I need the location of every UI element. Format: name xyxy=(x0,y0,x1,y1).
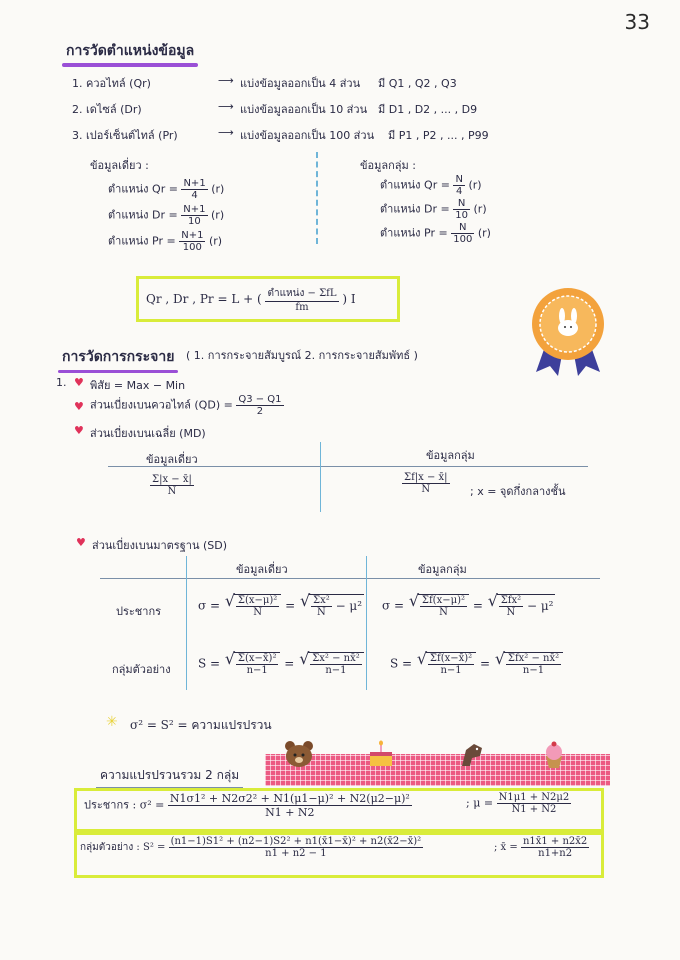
combined-population-formula xyxy=(84,792,412,819)
fraction-num: Σf|x − x̄| xyxy=(404,472,448,483)
fraction-num: n1x̄1 + n2x̄2 xyxy=(522,836,588,847)
row-label: ตำแหน่ง Qr = xyxy=(108,182,178,196)
heart-icon: ♥ xyxy=(74,400,84,413)
fraction xyxy=(181,204,207,227)
list-number: 1. xyxy=(56,376,67,389)
item-quartile-label: 1. ควอไทล์ (Qr) xyxy=(72,77,151,90)
sd-table-hline xyxy=(100,578,600,579)
fraction xyxy=(181,178,207,201)
fraction-den: N xyxy=(253,607,262,618)
range-formula: พิสัย = Max − Min xyxy=(90,379,186,392)
grouped-row-q xyxy=(380,174,482,197)
fraction-den: 100 xyxy=(453,234,473,245)
fraction-den: 4 xyxy=(191,190,198,201)
fraction-den: N1 + N2 xyxy=(265,806,315,819)
s-symbol: S = xyxy=(198,656,221,671)
row-suffix: (r) xyxy=(473,202,487,216)
fraction xyxy=(497,792,572,815)
row-label: ตำแหน่ง Pr = xyxy=(380,226,448,240)
arrow-icon: ⟶ xyxy=(218,74,234,87)
fraction-num: N1μ1 + N2μ2 xyxy=(498,792,570,803)
fraction xyxy=(402,472,450,495)
mean-label: ; μ = xyxy=(466,796,494,810)
sd-table-vline xyxy=(366,556,367,690)
fraction-num: √ Σfx² − nx̄² xyxy=(507,653,560,664)
fraction-num: N+1 xyxy=(181,230,204,241)
fraction-den: N xyxy=(506,607,516,618)
s-symbol: S = xyxy=(390,656,413,671)
sqrt xyxy=(234,652,281,676)
population-label: ประชากร : σ² = xyxy=(84,798,165,812)
combined-sample-formula xyxy=(80,836,423,859)
item-decile-desc: แบ่งข้อมูลออกเป็น 10 ส่วน xyxy=(240,103,368,116)
fraction-num: N1σ1² + N2σ2² + N1(μ1−μ)² + N2(μ2−μ)² xyxy=(169,792,410,805)
md-table-hline xyxy=(108,466,588,467)
fraction-num: √ Σx² − nx̄² xyxy=(312,653,360,664)
row-label: ตำแหน่ง Dr = xyxy=(108,208,178,222)
fraction-den: n−1 xyxy=(246,665,268,676)
fraction-num: √ Σx² xyxy=(313,595,330,606)
fraction-den: 2 xyxy=(256,406,264,417)
sd-sample-ungrouped xyxy=(198,652,364,676)
fraction-den: n−1 xyxy=(325,665,347,676)
sd-row-population: ประชากร xyxy=(116,605,162,618)
fraction-den: N xyxy=(167,486,177,497)
combined-variance-title xyxy=(100,766,239,785)
equals: = xyxy=(284,656,295,671)
sd-table-vline xyxy=(186,556,187,690)
fraction-den: N xyxy=(421,484,431,495)
md-table-vline xyxy=(320,442,321,512)
sd-col-grouped: ข้อมูลกลุ่ม xyxy=(418,563,467,576)
cupcake-icon xyxy=(540,740,568,770)
heart-icon: ♥ xyxy=(74,424,84,437)
fraction-den: n1 + n2 − 1 xyxy=(265,848,327,859)
title-underline xyxy=(62,63,198,67)
horse-icon xyxy=(456,738,490,770)
sd-label: ส่วนเบี่ยงเบนมาตรฐาน (SD) xyxy=(92,539,228,552)
title-underline xyxy=(58,370,178,373)
fraction-den: N1 + N2 xyxy=(511,804,557,815)
fraction-den: N xyxy=(439,607,448,618)
sqrt xyxy=(234,594,281,618)
fraction-num: √ Σf(x−x̄)² xyxy=(429,653,473,664)
page-number: 33 xyxy=(624,10,650,34)
fraction-den: 4 xyxy=(456,186,463,197)
section-title-dispersion xyxy=(62,346,174,368)
fraction xyxy=(521,836,589,859)
combined-population-mean xyxy=(466,792,571,815)
mu-squared: − μ² xyxy=(335,599,363,613)
sqrt xyxy=(308,652,364,676)
fraction xyxy=(428,653,474,676)
fraction-num: N+1 xyxy=(183,178,206,189)
fraction-den: 100 xyxy=(182,242,202,253)
row-label: ตำแหน่ง Pr = xyxy=(108,234,176,248)
fraction-den: n−1 xyxy=(440,665,462,676)
fraction xyxy=(310,653,362,676)
formula-lhs: Qr , Dr , Pr = L + ( xyxy=(146,292,262,306)
sd-sample-grouped xyxy=(390,652,563,676)
ungrouped-row-d xyxy=(108,204,224,227)
fraction-num: N xyxy=(451,222,474,234)
item-quartile-desc: แบ่งข้อมูลออกเป็น 4 ส่วน xyxy=(240,77,361,90)
item-quartile-symbols: มี Q1 , Q2 , Q3 xyxy=(378,77,457,90)
section-title-text: การวัดตำแหน่งข้อมูล xyxy=(66,43,195,59)
heart-icon: ♥ xyxy=(74,376,84,389)
sd-col-ungrouped: ข้อมูลเดี่ยว xyxy=(236,563,288,576)
fraction-num: (n1−1)S1² + (n2−1)S2² + n1(x̄1−x̄)² + n2(x̄2−x̄)² xyxy=(170,836,422,847)
combined-title-text: ความแปรปรวนรวม 2 กลุ่ม xyxy=(100,768,240,782)
fraction-num: Σ|x − x̄| xyxy=(152,474,192,485)
fraction xyxy=(453,198,470,221)
sigma-symbol: σ = xyxy=(382,598,405,613)
sqrt xyxy=(418,594,469,618)
sample-label: กลุ่มตัวอย่าง : S² = xyxy=(80,842,166,853)
sd-row-sample: กลุ่มตัวอย่าง xyxy=(112,663,171,676)
sd-pop-grouped xyxy=(382,594,555,618)
md-formula-grouped xyxy=(402,472,450,495)
mu-squared: − μ² xyxy=(526,599,554,613)
md-col-grouped: ข้อมูลกลุ่ม xyxy=(426,449,475,462)
item-percentile-symbols: มี P1 , P2 , ... , P99 xyxy=(388,129,489,142)
sqrt xyxy=(504,652,563,676)
fraction xyxy=(311,595,332,618)
qd-formula xyxy=(90,394,284,417)
row-suffix: (r) xyxy=(208,234,223,248)
bear-icon xyxy=(282,738,316,768)
fraction-den: 10 xyxy=(188,216,201,227)
ungrouped-row-p xyxy=(108,230,222,253)
fraction-num: √ Σf(x−μ)² xyxy=(421,595,465,606)
cake-icon xyxy=(366,740,396,770)
fraction-num: √ Σfx² xyxy=(500,595,522,606)
md-label: ส่วนเบี่ยงเบนเฉลี่ย (MD) xyxy=(90,427,206,440)
item-decile-symbols: มี D1 , D2 , ... , D9 xyxy=(378,103,478,116)
fraction xyxy=(506,653,561,676)
fraction xyxy=(169,836,424,859)
bunny-badge-icon xyxy=(528,286,608,378)
section-title-text: การวัดการกระจาย xyxy=(62,349,175,365)
row-suffix: (r) xyxy=(211,208,225,222)
qd-label: ส่วนเบี่ยงเบนควอไทล์ (QD) = xyxy=(90,398,233,412)
fraction xyxy=(420,595,467,618)
ungrouped-row-q xyxy=(108,178,224,201)
sigma-symbol: σ = xyxy=(198,598,221,613)
row-label: ตำแหน่ง Dr = xyxy=(380,202,450,216)
variance-definition: σ² = S² = ความแปรปรวน xyxy=(130,718,272,732)
sqrt xyxy=(426,652,476,676)
grouped-row-d xyxy=(380,198,487,221)
section-title-position xyxy=(66,40,194,62)
fraction xyxy=(179,230,205,253)
fraction xyxy=(236,653,279,676)
item-percentile-label: 3. เปอร์เซ็นต์ไทล์ (Pr) xyxy=(72,129,178,142)
arrow-icon: ⟶ xyxy=(218,126,234,139)
dashed-divider xyxy=(316,152,318,244)
fraction xyxy=(453,174,464,197)
md-col-ungrouped: ข้อมูลเดี่ยว xyxy=(146,453,198,466)
fraction-num: √ Σ(x−μ)² xyxy=(237,595,278,606)
row-label: ตำแหน่ง Qr = xyxy=(380,178,450,192)
arrow-icon: ⟶ xyxy=(218,100,234,113)
position-formula xyxy=(146,286,356,313)
fraction-den: 10 xyxy=(455,210,468,221)
sqrt xyxy=(497,594,556,618)
row-suffix: (r) xyxy=(211,182,225,196)
sd-pop-ungrouped xyxy=(198,594,364,618)
fraction-den: n1+n2 xyxy=(538,848,573,859)
sparkle-icon: ✳ xyxy=(106,714,118,730)
equals: = xyxy=(480,656,491,671)
ungrouped-heading: ข้อมูลเดี่ยว : xyxy=(90,159,149,172)
combined-sample-mean xyxy=(494,836,589,859)
fraction xyxy=(236,595,279,618)
equals: = xyxy=(472,598,483,613)
fraction xyxy=(265,286,338,313)
fraction-num: √ Σ(x−x̄)² xyxy=(237,653,277,664)
heart-icon: ♥ xyxy=(76,536,86,549)
item-percentile-desc: แบ่งข้อมูลออกเป็น 100 ส่วน xyxy=(240,129,375,142)
formula-rhs: ) I xyxy=(342,292,356,306)
section2-subtitle: ( 1. การกระจายสัมบูรณ์ 2. การกระจายสัมพัทธ์ ) xyxy=(186,349,418,362)
grouped-heading: ข้อมูลกลุ่ม : xyxy=(360,159,416,172)
sqrt xyxy=(309,594,364,618)
fraction-num: N xyxy=(455,174,463,185)
row-suffix: (r) xyxy=(477,226,491,240)
fraction-num: Q3 − Q1 xyxy=(238,394,282,405)
fraction xyxy=(499,595,523,618)
fraction-num: N+1 xyxy=(183,204,206,215)
md-note: ; x = จุดกึ่งกลางชั้น xyxy=(470,485,566,498)
grouped-row-p xyxy=(380,222,491,245)
fraction xyxy=(236,394,283,417)
row-suffix: (r) xyxy=(468,178,482,192)
fraction-den: N xyxy=(317,607,326,618)
md-formula-ungrouped xyxy=(150,474,194,497)
fraction-num: ตำแหน่ง − ΣfL xyxy=(265,286,338,302)
fraction xyxy=(150,474,194,497)
fraction xyxy=(168,792,412,819)
fraction xyxy=(451,222,474,245)
fraction-den: fm xyxy=(295,302,309,313)
fraction-den: n−1 xyxy=(522,665,545,676)
fraction-num: N xyxy=(453,198,470,210)
item-decile-label: 2. เดไซล์ (Dr) xyxy=(72,103,142,116)
mean-label: ; x̄ = xyxy=(494,842,518,853)
equals: = xyxy=(285,598,296,613)
